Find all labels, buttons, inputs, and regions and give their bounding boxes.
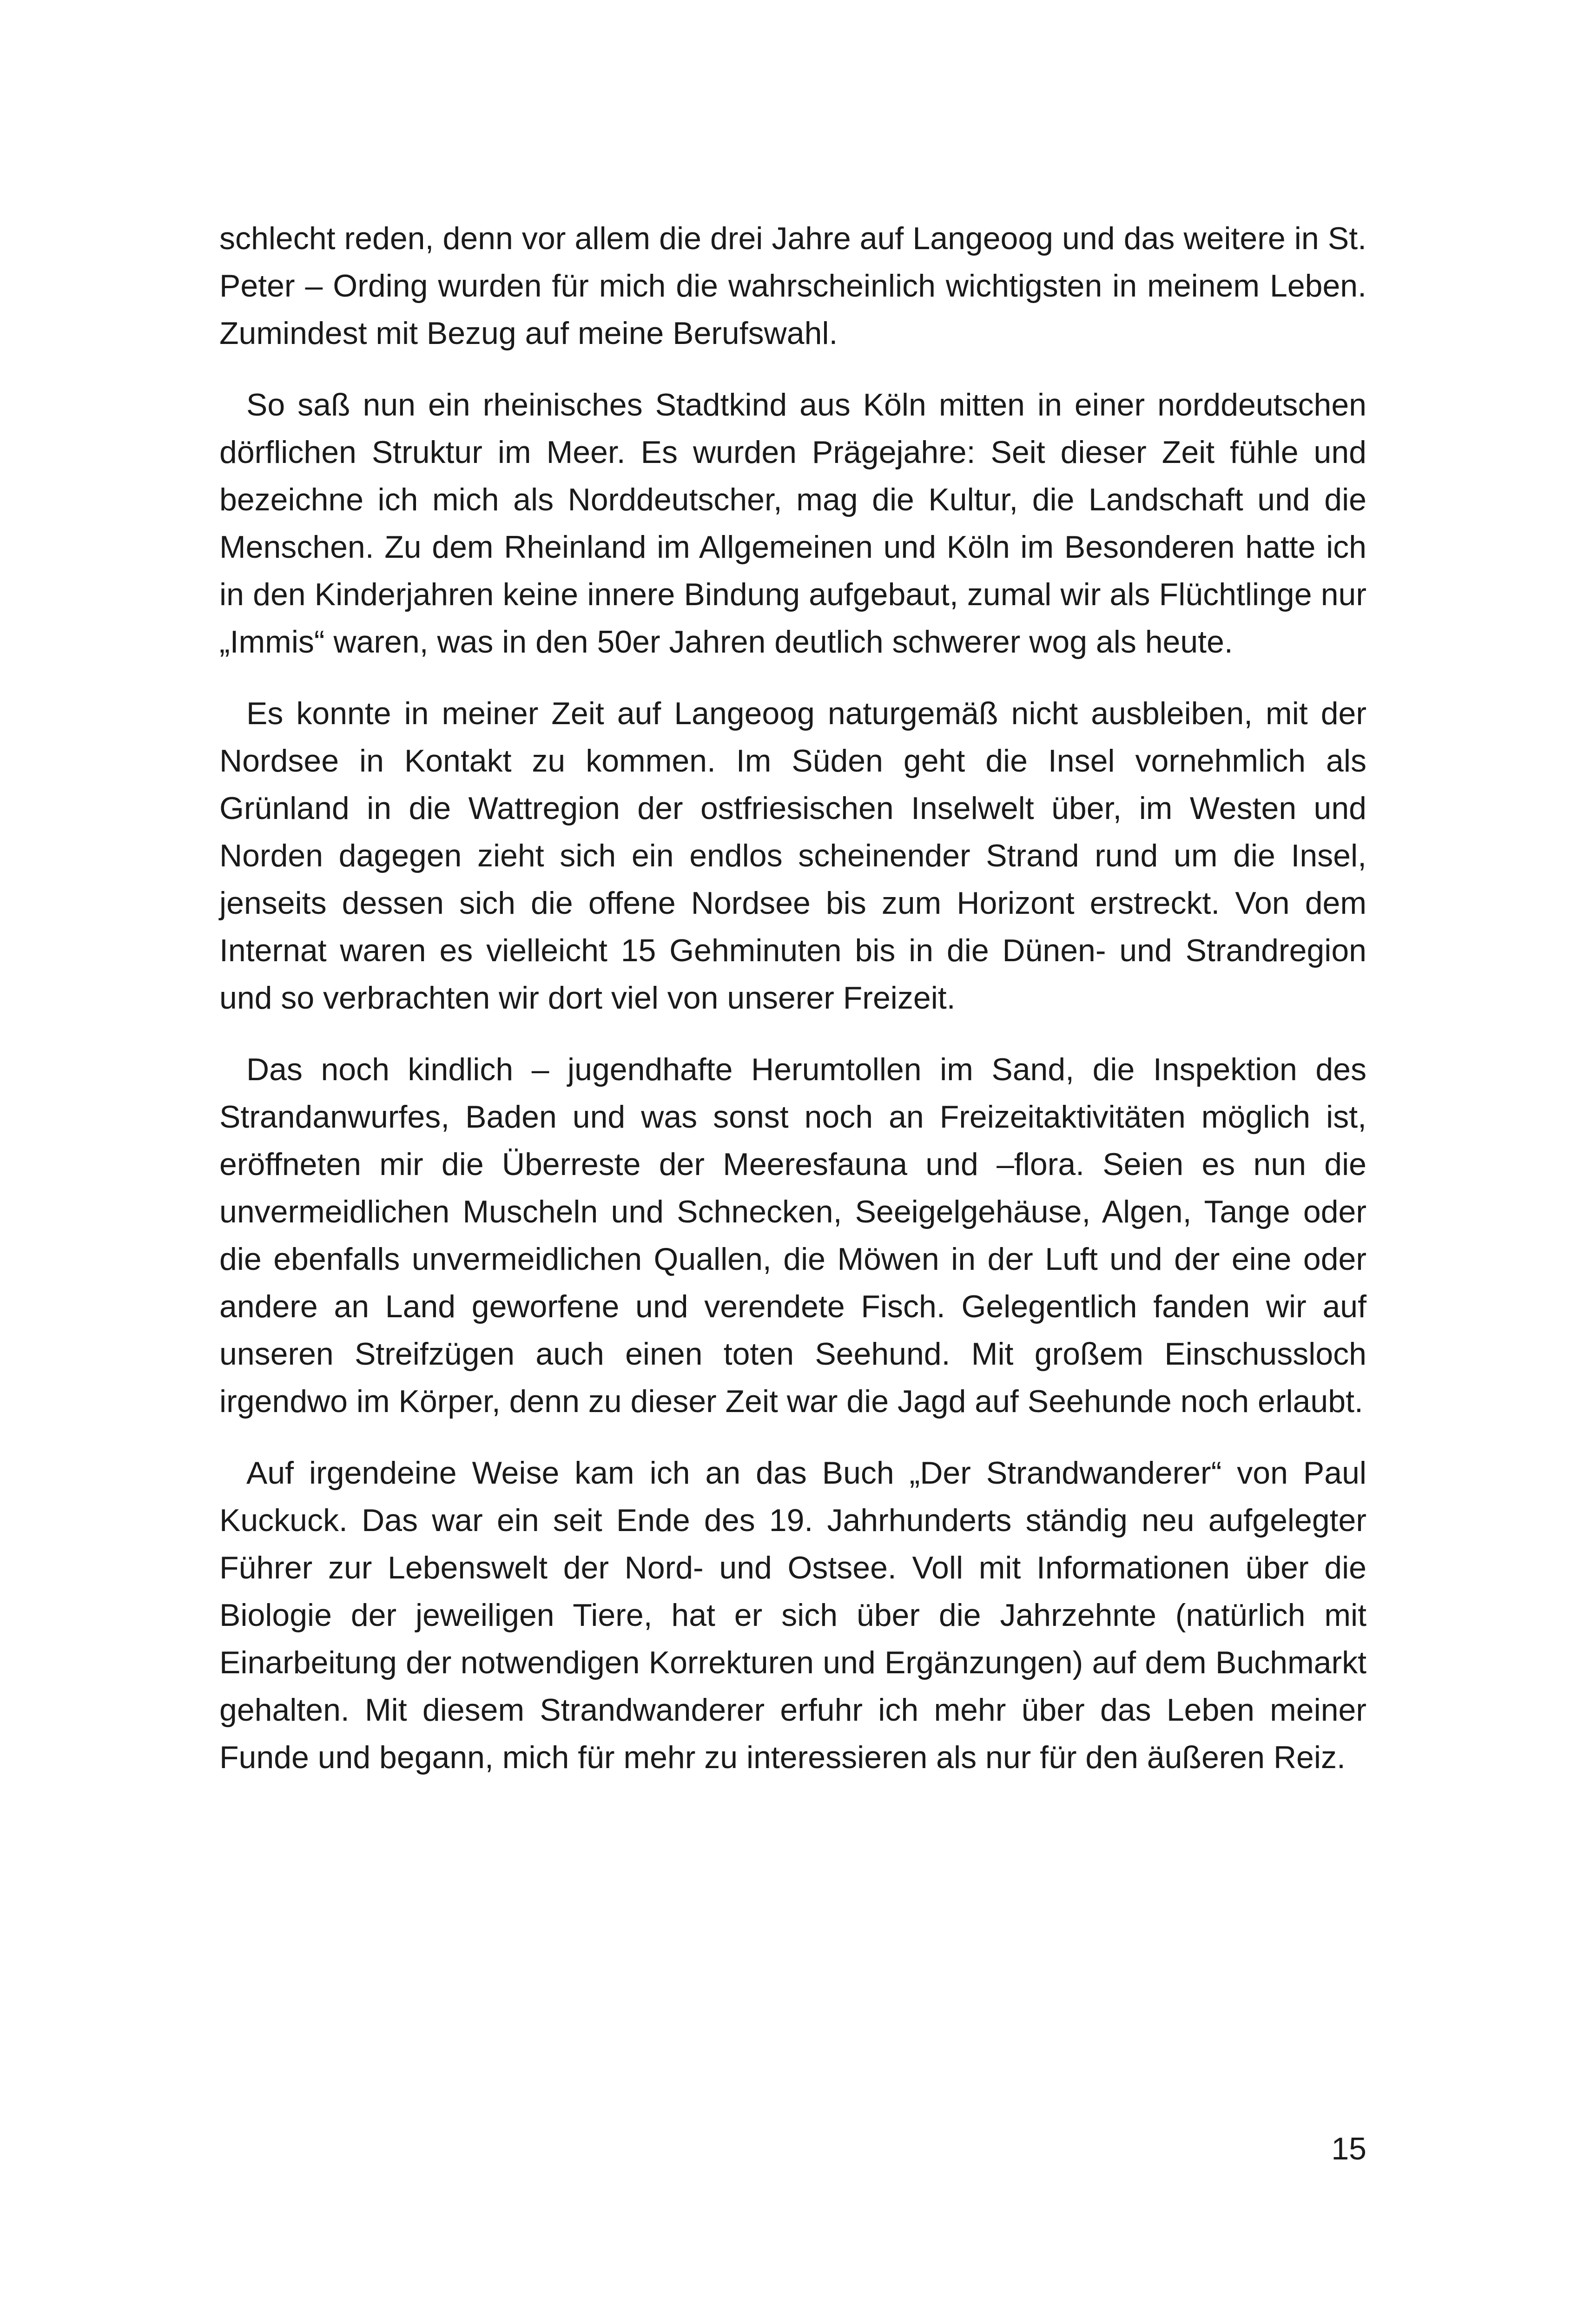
page-number: 15 [1331, 2131, 1366, 2166]
paragraph-1: schlecht reden, denn vor allem die drei Jahre auf Langeoog und das weitere in St. Peter – Ording wurden für mich die wahrscheinlich wichtigsten in meinem Leben. Zumindest mit Bezug auf meine Berufswahl. [219, 221, 1366, 351]
paragraph-4: Das noch kindlich – jugendhafte Herumtollen im Sand, die Inspektion des Strandanwurfes, Baden und was sonst noch an Freizeitaktivitäten möglich ist, eröffneten mir die Überreste der Meeresfauna und –flora. Seien es nun die unvermeidlichen Muscheln und Schnecken, Seeigelgehäuse, Algen, Tange oder die ebenfalls unvermeidlichen Quallen, die Möwen in der Luft und der eine oder andere an Land geworfene und verendete Fisch. Gelegentlich fanden wir auf unseren Streifzügen auch einen toten Seehund. Mit großem Einschussloch irgendwo im Körper, denn zu dieser Zeit war die Jagd auf Seehunde noch erlaubt. [219, 1052, 1366, 1419]
paragraph-3: Es konnte in meiner Zeit auf Langeoog naturgemäß nicht ausbleiben, mit der Nordsee in Kontakt zu kommen. Im Süden geht die Insel vornehmlich als Grünland in die Wattregion der ostfriesischen Inselwelt über, im Westen und Norden dagegen zieht sich ein endlos scheinender Strand rund um die Insel, jenseits dessen sich die offene Nordsee bis zum Horizont erstreckt. Von dem Internat waren es vielleicht 15 Gehminuten bis in die Dünen- und Strandregion und so verbrachten wir dort viel von unserer Freizeit. [219, 696, 1366, 1016]
paragraph-5: Auf irgendeine Weise kam ich an das Buch „Der Strandwanderer“ von Paul Kuckuck. Das war ein seit Ende des 19. Jahrhunderts ständig neu aufgelegter Führer zur Lebenswelt der Nord- und Ostsee. Voll mit Informationen über die Biologie der jeweiligen Tiere, hat er sich über die Jahrzehnte (natürlich mit Einarbeitung der notwendigen Korrekturen und Ergänzungen) auf dem Buchmarkt gehalten. Mit diesem Strandwanderer erfuhr ich mehr über das Leben meiner Funde und begann, mich für mehr zu interessieren als nur für den äußeren Reiz. [219, 1455, 1366, 1775]
body-text [219, 215, 1366, 1805]
paragraph-2: So saß nun ein rheinisches Stadtkind aus Köln mitten in einer norddeutschen dörflichen Struktur im Meer. Es wurden Prägejahre: Seit dieser Zeit fühle und bezeichne ich mich als Norddeutscher, mag die Kultur, die Landschaft und die Menschen. Zu dem Rheinland im Allgemeinen und Köln im Besonderen hatte ich in den Kinderjahren keine innere Bindung aufgebaut, zumal wir als Flüchtlinge nur „Immis“ waren, was in den 50er Jahren deutlich schwerer wog als heute. [219, 387, 1366, 660]
